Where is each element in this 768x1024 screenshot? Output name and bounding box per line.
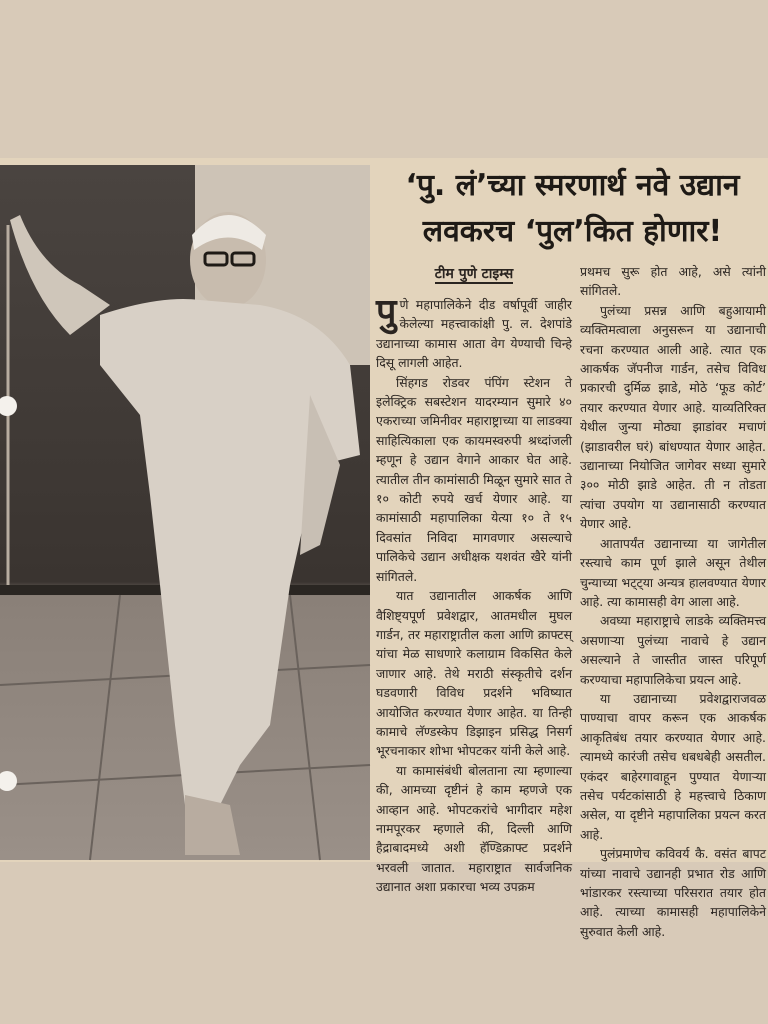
drop-cap: पु: [376, 292, 397, 333]
paragraph: पुलंच्या प्रसन्न आणि बहुआयामी व्यक्तिमत्वाला अनुसरून या उद्यानाची रचना करण्यात आली आहे. त्यात एक आकर्षक जॅपनीज गार्डन, तसेच विविध प्रकारची दुर्मिळ झाडे, मोठे ‘फूड कोर्ट’ तयार करण्यात येणार आहे. याव्यतिरिक्त येथील जुन्या मोठ्या झाडांवर मचाणं (झाडावरील घरं) बांधण्यात येणार आहेत. उद्यानाच्या नियोजित जागेवर सध्या सुमारे ३०० मोठी झाडे आहेत. ती न तोडता त्यांचा उपयोग या उद्यानासाठी करण्यात येणार आहे.: [580, 302, 766, 532]
photo-elderly-man-standing: [0, 165, 370, 860]
paragraph: पुलंप्रमाणेच कविवर्य कै. वसंत बापट यांच्या नावाचे उद्यानही प्रभात रोड आणि भांडारकर रस्त्याच्या परिसरात तयार होत आहे. त्याच्या कामासही महापालिकेने सुरुवात केली आहे.: [580, 846, 766, 939]
paragraph: आतापर्यंत उद्यानाच्या या जागेतील रस्त्याचे काम पूर्ण झाले असून तेथील चुन्याच्या भट्ट्या अन्यत्र हालवण्यात येणार आहे. त्या कामासही वेग आला आहे.: [580, 535, 766, 609]
article-headline: [380, 163, 765, 255]
paragraph: सिंहगड रोडवर पंपिंग स्टेशन ते इलेक्ट्रिक सबस्टेशन यादरम्यान सुमारे ४० एकराच्या जमिनीवर महाराष्ट्राच्या या लाडक्या साहित्यिकाला एक कायमस्वरुपी श्रध्दांजली म्हणून हे उद्यान वेगाने आकार घेत आहे. त्यातील तीन कामांसाठी मिळून सुमारे सात ते १० कोटी रुपये खर्च येणार आहे. या कामांसाठी महापालिका येत्या १० ते १५ दिवसांत निविदा मागवणार असल्याचे पालिकेचे उद्यान अधीक्षक यशवंत खैरे यांनी सांगितले.: [376, 374, 572, 584]
article-column-1: [376, 263, 572, 895]
headline-line-1: ‘पु. लं’च्या स्मरणार्थ नवे उद्यान: [405, 168, 740, 203]
byline: टीम पुणे टाइम्स: [434, 266, 514, 282]
paragraph: यात उद्यानातील आकर्षक आणि वैशिष्ट्यपूर्ण प्रवेशद्वार, आतमधील मुघल गार्डन, तर महाराष्ट्रातील कला आणि क्राफ्टस् यांचा मेळ साधणारे कलाग्राम विकसित केले जाणार आहे. तेथे मराठी संस्कृतीचे दर्शन घडवणारी विविध प्रदर्शने भविष्यात आयोजित करण्यात येणार आहेत. या तिन्ही कामाचे लॅण्डस्केप डिझाइन प्रसिद्ध निसर्ग भूरचनाकार शोभा भोपटकर यांनी केले आहे.: [376, 588, 572, 759]
paragraph: अवघ्या महाराष्ट्राचे लाडके व्यक्तिमत्त्व असणाऱ्या पुलंच्या नावाचे हे उद्यान असल्याने ते जास्तीत जास्त परिपूर्ण करण्याचा महापालिकेचा प्रयत्न आहे.: [580, 613, 766, 687]
paragraph: प्रथमच सुरू होत आहे, असे त्यांनी सांगितले.: [580, 264, 766, 299]
article-column-2: [580, 262, 766, 939]
headline-line-2: लवकरच ‘पुल’कित होणार!: [422, 214, 723, 249]
paragraph: या उद्यानाच्या प्रवेशद्वाराजवळ पाण्याचा वापर करून एक आकर्षक आकृतिबंध तयार करण्यात येणार आहे. त्यामध्ये कारंजी तसेच धबधबेही असतील. एकंदर बाहेरगावाहून पुण्यात येणाऱ्या तसेच पर्यटकांसाठी हे महत्त्वाचे ठिकाण असेल, या दृष्टीने महापालिका प्रयत्न करत आहे.: [580, 690, 766, 842]
paragraph: पुणे महापालिकेने दीड वर्षापूर्वी जाहीर केलेल्या महत्त्वाकांक्षी पु. ल. देशपांडे उद्यानाच्या कामास आता वेग येण्याची चिन्हे दिसू लागली आहेत.: [376, 292, 572, 371]
paragraph: या कामासंबंधी बोलताना त्या म्हणाल्या की, आमच्या दृष्टीनं हे काम म्हणजे एक आव्हान आहे. भोपटकरांचे भागीदार महेश नामपूरकर म्हणाले की, दिल्ली आणि हैद्राबादमध्ये अशी हॅण्डिक्राफ्ट प्रदर्शने भरवली जातात. महाराष्ट्रात सार्वजनिक उद्यानात अशा प्रकारचा भव्य उपक्रम: [376, 762, 572, 895]
